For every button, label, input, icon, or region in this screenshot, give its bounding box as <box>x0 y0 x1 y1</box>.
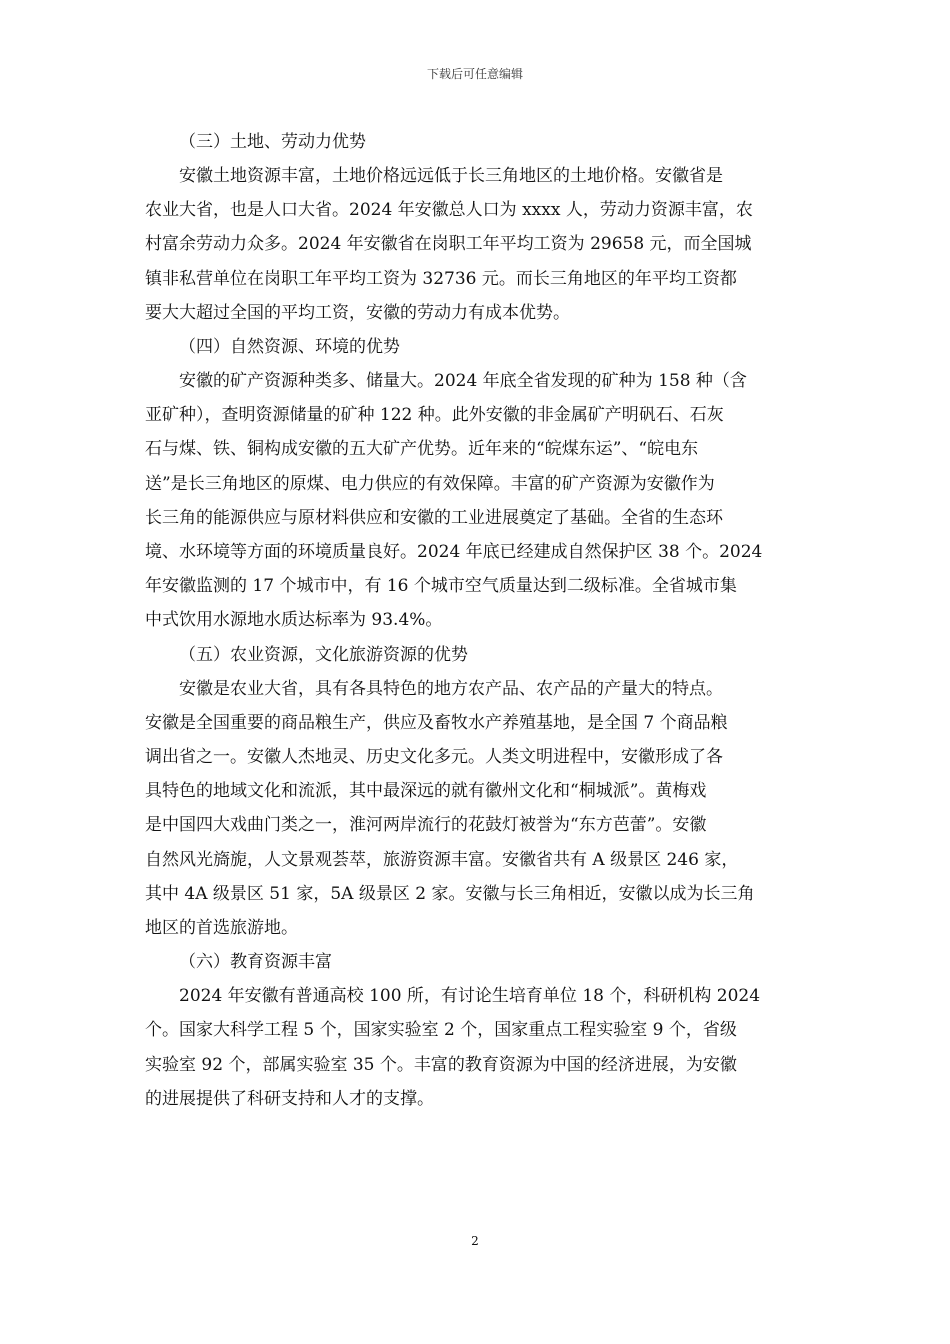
text-line: 安徽是农业大省，具有各具特色的地方农产品、农产品的产量大的特点。 <box>179 678 723 699</box>
section-heading-3: （三）土地、劳动力优势 <box>179 132 366 152</box>
text-line: 长三角的能源供应与原材料供应和安徽的工业进展奠定了基础。全省的生态环 <box>145 507 723 528</box>
paragraph-natural-resources <box>145 364 805 638</box>
text-line: 境、水环境等方面的环境质量良好。2024 年底已经建成自然保护区 38 个。2024 <box>145 542 763 563</box>
text-line: 农业大省，也是人口大省。2024 年安徽总人口为 xxxx 人，劳动力资源丰富，农 <box>145 200 753 221</box>
text-line: 年安徽监测的 17 个城市中，有 16 个城市空气质量达到二级标准。全省城市集 <box>145 576 737 597</box>
section-heading-6: （六）教育资源丰富 <box>179 952 332 973</box>
text-line: 安徽是全国重要的商品粮生产，供应及畜牧水产养殖基地，是全国 7 个商品粮 <box>145 712 728 733</box>
text-line: 个。国家大科学工程 5 个，国家实验室 2 个，国家重点工程实验室 9 个，省级 <box>145 1020 737 1041</box>
text-line: 自然风光旖旎，人文景观荟萃，旅游资源丰富。安徽省共有 A 级景区 246 家， <box>145 849 739 870</box>
text-line: 2024 年安徽有普通高校 100 所，有讨论生培育单位 18 个，科研机构 2024 <box>179 986 761 1007</box>
text-line: 安徽土地资源丰富，土地价格远远低于长三角地区的土地价格。安徽省是 <box>179 166 723 186</box>
text-line: 的进展提供了科研支持和人才的支撑。 <box>145 1088 434 1109</box>
text-line: 实验室 92 个，部属实验室 35 个。丰富的教育资源为中国的经济进展，为安徽 <box>145 1054 737 1075</box>
paragraph-land-labor <box>145 159 805 330</box>
text-line: 具特色的地域文化和流派，其中最深远的就有徽州文化和“桐城派”。黄梅戏 <box>145 781 707 802</box>
text-line: 调出省之一。安徽人杰地灵、历史文化多元。人类文明进程中，安徽形成了各 <box>145 747 723 768</box>
section-heading-5: （五）农业资源，文化旅游资源的优势 <box>179 644 468 665</box>
section-heading-4: （四）自然资源、环境的优势 <box>179 337 400 358</box>
text-line: 石与煤、铁、铜构成安徽的五大矿产优势。近年来的“皖煤东运”、“皖电东 <box>145 439 699 460</box>
paragraph-agriculture-tourism <box>145 672 805 946</box>
paragraph-education <box>145 979 805 1116</box>
text-line: 其中 4A 级景区 51 家，5A 级景区 2 家。安徽与长三角相近，安徽以成为长三角 <box>145 883 755 904</box>
text-line: 村富余劳动力众多。2024 年安徽省在岗职工年平均工资为 29658 元，而全国城 <box>145 234 752 255</box>
text-line: 是中国四大戏曲门类之一，淮河两岸流行的花鼓灯被誉为“东方芭蕾”。安徽 <box>145 815 707 836</box>
text-line: 送”是长三角地区的原煤、电力供应的有效保障。丰富的矿产资源为安徽作为 <box>145 473 715 494</box>
text-line: 镇非私营单位在岗职工年平均工资为 32736 元。而长三角地区的年平均工资都 <box>145 268 737 289</box>
text-line: 中式饮用水源地水质达标率为 93.4%。 <box>145 610 443 631</box>
page-header: 下载后可任意编辑 <box>426 67 523 81</box>
text-line: 地区的首选旅游地。 <box>145 918 298 939</box>
text-line: 安徽的矿产资源种类多、储量大。2024 年底全省发现的矿种为 158 种（含 <box>179 371 747 392</box>
text-line: 要大大超过全国的平均工资，安徽的劳动力有成本优势。 <box>145 302 570 323</box>
text-line: 亚矿种），查明资源储量的矿种 122 种。此外安徽的非金属矿产明矾石、石灰 <box>145 405 724 426</box>
page-number: 2 <box>471 1234 479 1248</box>
document-body <box>145 125 805 1116</box>
